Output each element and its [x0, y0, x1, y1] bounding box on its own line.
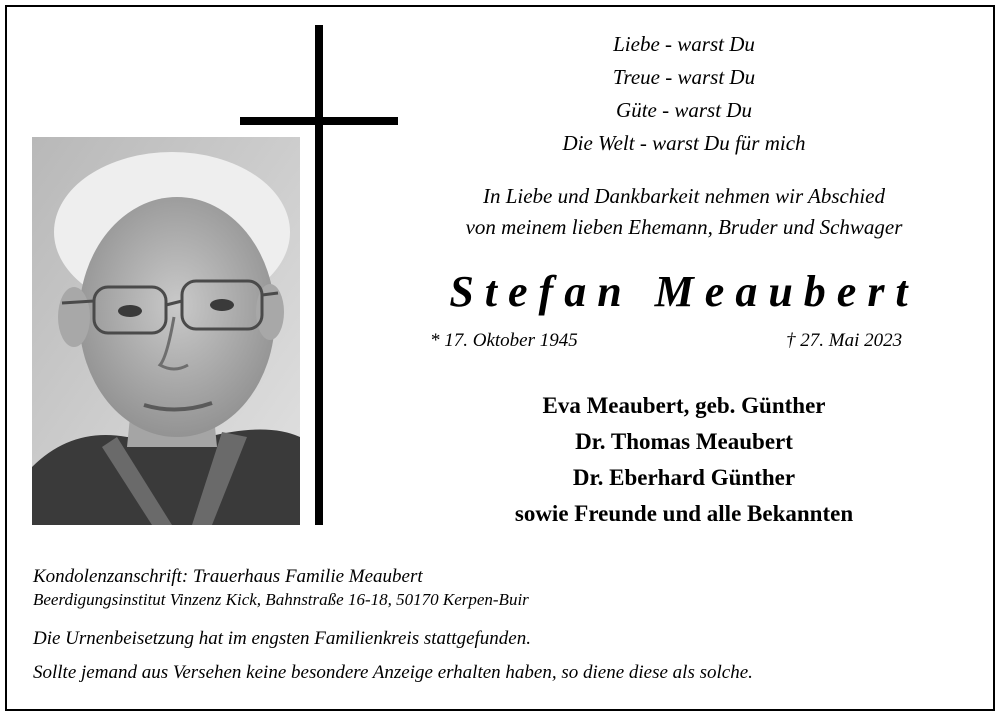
verse-line: Güte - warst Du — [616, 98, 752, 122]
birth-date: * 17. Oktober 1945 — [430, 330, 578, 351]
memorial-verse — [410, 28, 958, 160]
burial-note: Die Urnenbeisetzung hat im engsten Familienkreis stattgefunden. — [33, 628, 531, 649]
cross-vertical-beam — [315, 25, 323, 525]
condolence-address: Kondolenzanschrift: Trauerhaus Familie Meaubert — [33, 566, 423, 587]
mourners-list — [410, 388, 958, 532]
farewell-line: von meinem lieben Ehemann, Bruder und Schwager — [465, 215, 903, 239]
portrait-photo — [32, 137, 300, 525]
farewell-line: In Liebe und Dankbarkeit nehmen wir Abschied — [482, 184, 886, 208]
verse-line: Die Welt - warst Du für mich — [562, 131, 806, 155]
announcement-note: Sollte jemand aus Versehen keine besondere Anzeige erhalten haben, so diene diese als solche. — [33, 662, 753, 683]
deceased-name: Stefan Meaubert — [449, 267, 919, 316]
mourner-name: Dr. Eberhard Günther — [572, 465, 796, 490]
death-date: † 27. Mai 2023 — [786, 330, 903, 351]
mourner-name: sowie Freunde und alle Bekannten — [514, 501, 854, 526]
mourner-name: Eva Meaubert, geb. Günther — [542, 393, 826, 418]
farewell-text — [410, 181, 958, 243]
mourner-name: Dr. Thomas Meaubert — [575, 429, 793, 454]
verse-line: Treue - warst Du — [612, 65, 756, 89]
verse-line: Liebe - warst Du — [613, 32, 755, 56]
funeral-institute: Beerdigungsinstitut Vinzenz Kick, Bahnstraße 16-18, 50170 Kerpen-Buir — [33, 590, 529, 609]
cross-horizontal-beam — [240, 117, 398, 125]
